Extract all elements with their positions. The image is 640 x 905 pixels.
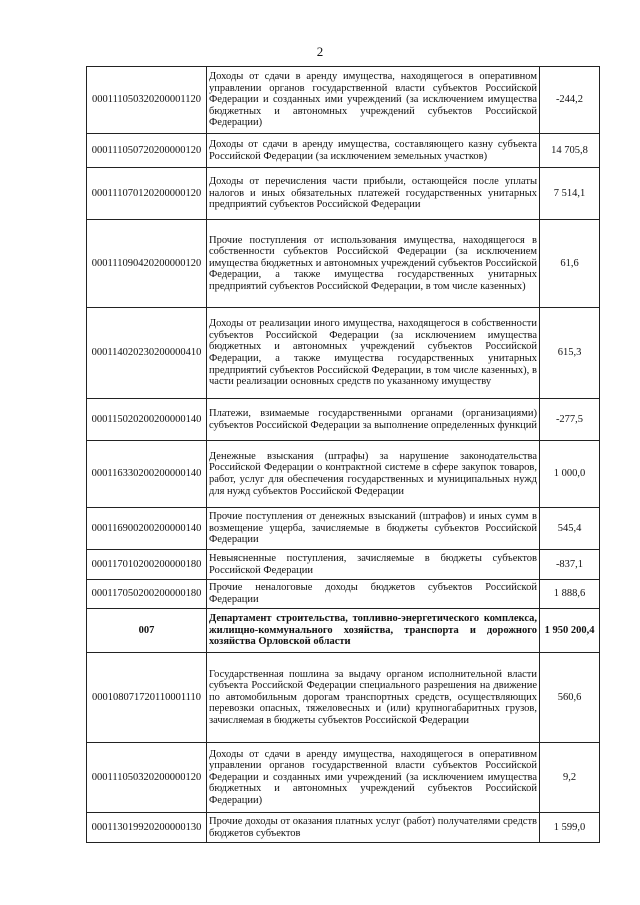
table-row <box>87 399 600 441</box>
revenue-code-cell: 000111050320200001120 <box>87 67 207 134</box>
amount-cell: 1 888,6 <box>540 580 600 609</box>
revenue-description-cell: Платежи, взимаемые государственными органами (организациями) субъектов Российской Федерации за выполнение определенных функций <box>207 399 540 441</box>
amount-cell: 1 950 200,4 <box>540 609 600 653</box>
revenue-code-cell: 000108071720110001110 <box>87 653 207 743</box>
revenue-table-body <box>87 67 600 843</box>
revenue-description-cell: Доходы от сдачи в аренду имущества, находящегося в оперативном управлении органов государственной власти субъектов Российской Федерации и созданных ими учреждений (за исключением имущества бюджетных и автономных учреждений субъектов Российской Федерации) <box>207 67 540 134</box>
revenue-description-cell: Невыясненные поступления, зачисляемые в бюджеты субъектов Российской Федерации <box>207 550 540 580</box>
revenue-code-cell: 000111050720200000120 <box>87 134 207 168</box>
revenue-code-cell: 000117050200200000180 <box>87 580 207 609</box>
amount-cell: 61,6 <box>540 220 600 308</box>
revenue-description-cell: Прочие доходы от оказания платных услуг (работ) получателями средств бюджетов субъектов <box>207 813 540 843</box>
table-row <box>87 508 600 550</box>
table-row <box>87 220 600 308</box>
table-row <box>87 653 600 743</box>
amount-cell: 545,4 <box>540 508 600 550</box>
amount-cell: -837,1 <box>540 550 600 580</box>
department-row <box>87 609 600 653</box>
amount-cell: 9,2 <box>540 743 600 813</box>
revenue-code-cell: 000111070120200000120 <box>87 168 207 220</box>
revenue-code-cell: 000113019920200000130 <box>87 813 207 843</box>
revenue-description-cell: Прочие неналоговые доходы бюджетов субъектов Российской Федерации <box>207 580 540 609</box>
revenue-code-cell: 000111050320200000120 <box>87 743 207 813</box>
table-row <box>87 308 600 399</box>
table-row <box>87 580 600 609</box>
revenue-description-cell: Доходы от перечисления части прибыли, остающейся после уплаты налогов и иных обязательных платежей государственных унитарных предприятий субъектов Российской Федерации <box>207 168 540 220</box>
amount-cell: -277,5 <box>540 399 600 441</box>
revenue-code-cell: 007 <box>87 609 207 653</box>
amount-cell: -244,2 <box>540 67 600 134</box>
amount-cell: 615,3 <box>540 308 600 399</box>
revenue-description-cell: Департамент строительства, топливно-энергетического комплекса, жилищно-коммунального хозяйства, транспорта и дорожного хозяйства Орловской области <box>207 609 540 653</box>
table-row <box>87 813 600 843</box>
revenue-description-cell: Денежные взыскания (штрафы) за нарушение законодательства Российской Федерации о контрактной системе в сфере закупок товаров, работ, услуг для обеспечения государственных и муниципальных нужд для нужд субъектов Российской Федерации <box>207 441 540 508</box>
revenue-code-cell: 000116900200200000140 <box>87 508 207 550</box>
revenue-description-cell: Государственная пошлина за выдачу органом исполнительной власти субъекта Российской Федерации специального разрешения на движение по автомобильным дорогам транспортных средств, осуществляющих перевозки опасных, тяжеловесных и (или) крупногабаритных грузов, зачисляемая в бюджеты субъектов Российской Федерации <box>207 653 540 743</box>
amount-cell: 7 514,1 <box>540 168 600 220</box>
amount-cell: 1 000,0 <box>540 441 600 508</box>
table-row <box>87 168 600 220</box>
table-row <box>87 743 600 813</box>
revenue-code-cell: 000115020200200000140 <box>87 399 207 441</box>
revenue-code-cell: 000111090420200000120 <box>87 220 207 308</box>
table-row <box>87 441 600 508</box>
page-number: 2 <box>316 44 324 59</box>
revenue-table <box>86 66 600 843</box>
revenue-description-cell: Доходы от реализации иного имущества, находящегося в собственности субъектов Российской Федерации (за исключением имущества бюджетных и автономных учреждений субъектов Российской Федерации, а также имущества государственных унитарных предприятий субъектов Российской Федерации, в том числе казенных), в части реализации основных средств по указанному имуществу <box>207 308 540 399</box>
amount-cell: 560,6 <box>540 653 600 743</box>
revenue-code-cell: 000117010200200000180 <box>87 550 207 580</box>
revenue-description-cell: Прочие поступления от денежных взысканий (штрафов) и иных сумм в возмещение ущерба, зачисляемые в бюджеты субъектов Российской Федерации <box>207 508 540 550</box>
table-row <box>87 67 600 134</box>
table-row <box>87 550 600 580</box>
amount-cell: 14 705,8 <box>540 134 600 168</box>
table-row <box>87 134 600 168</box>
revenue-description-cell: Доходы от сдачи в аренду имущества, составляющего казну субъекта Российской Федерации (за исключением земельных участков) <box>207 134 540 168</box>
revenue-description-cell: Прочие поступления от использования имущества, находящегося в собственности субъектов Российской Федерации (за исключением имущества бюджетных и автономных учреждений субъектов Российской Федерации, а также имущества государственных унитарных предприятий субъектов Российской Федерации, в том числе казенных) <box>207 220 540 308</box>
revenue-description-cell: Доходы от сдачи в аренду имущества, находящегося в оперативном управлении органов государственной власти субъектов Российской Федерации и созданных ими учреждений (за исключением имущества бюджетных и автономных учреждений субъектов Российской Федерации) <box>207 743 540 813</box>
revenue-code-cell: 000114020230200000410 <box>87 308 207 399</box>
amount-cell: 1 599,0 <box>540 813 600 843</box>
revenue-code-cell: 000116330200200000140 <box>87 441 207 508</box>
